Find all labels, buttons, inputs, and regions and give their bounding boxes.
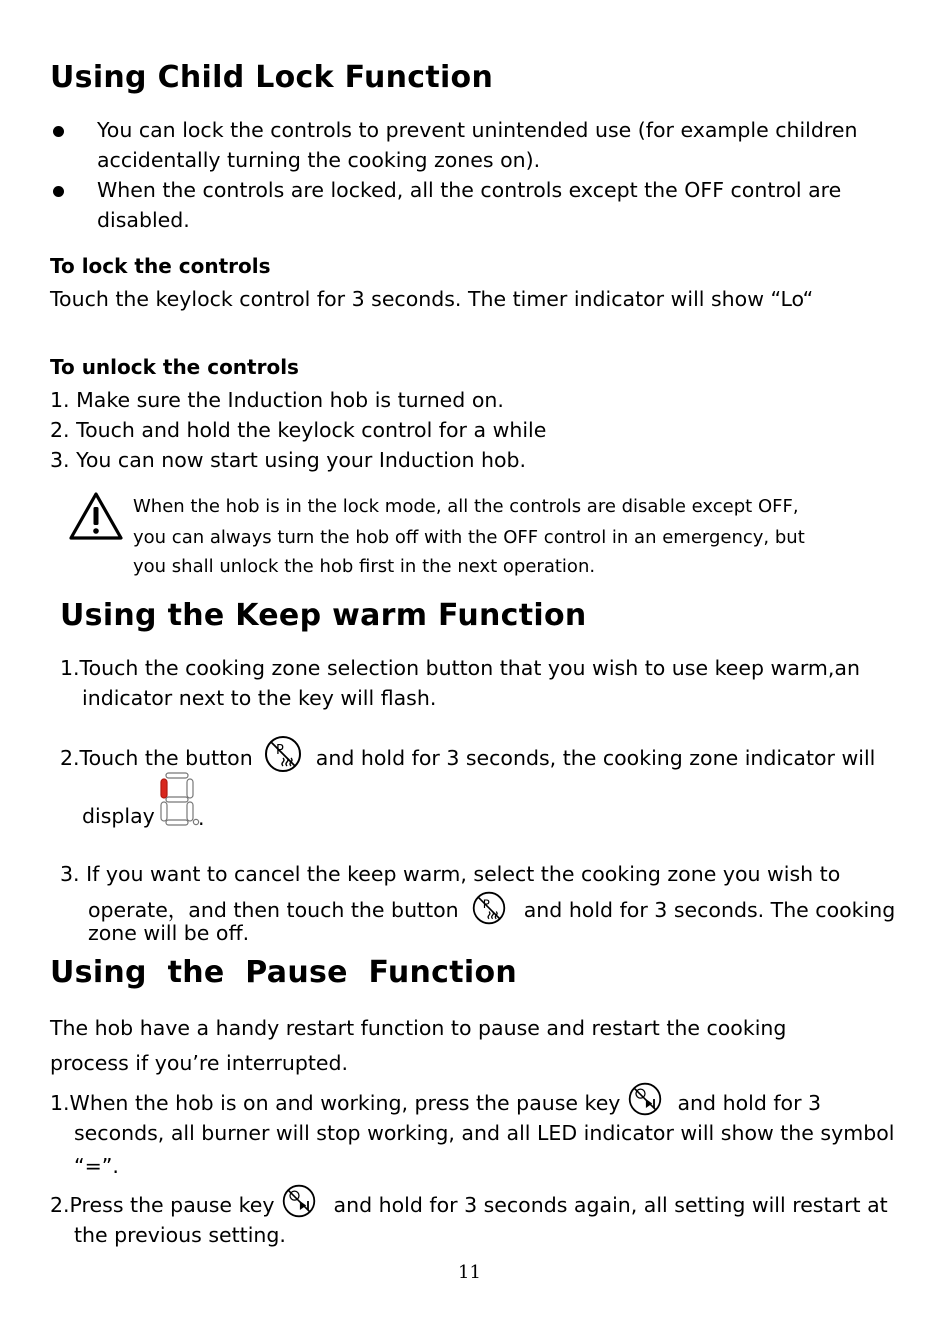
warning-line-2: you can always turn the hob off with the OFF control in an emergency, but	[133, 527, 805, 548]
bullet-icon	[53, 126, 64, 137]
keep-warm-icon-letter: P	[482, 897, 490, 911]
keep-warm-step-1-line-2: indicator next to the key will flash.	[82, 686, 437, 710]
unlock-step-3: 3. You can now start using your Induction hob.	[50, 448, 527, 472]
pause-step-1-after: and hold for 3	[677, 1091, 822, 1115]
bullet-2-line-2: disabled.	[97, 208, 190, 232]
keep-warm-step-3-line-3: zone will be off.	[88, 921, 250, 945]
keep-warm-display-label: display	[82, 804, 155, 828]
unlock-step-2: 2. Touch and hold the keylock control for a while	[50, 418, 547, 442]
pause-intro-line-2: process if you’re interrupted.	[50, 1051, 349, 1075]
pause-step-2-line-2: the previous setting.	[74, 1223, 286, 1247]
warning-triangle-icon	[68, 491, 124, 541]
page-number: 11	[458, 1262, 481, 1283]
pause-step-1-line-2: seconds, all burner will stop working, and all LED indicator will show the symbol	[74, 1121, 895, 1145]
bullet-2-line-1: When the controls are locked, all the controls except the OFF control are	[97, 178, 842, 202]
pause-heading: Using the Pause Function	[50, 955, 518, 990]
pause-intro-line-1: The hob have a handy restart function to pause and restart the cooking	[50, 1016, 787, 1040]
warning-line-3: you shall unlock the hob first in the next operation.	[133, 556, 596, 577]
warning-line-1: When the hob is in the lock mode, all the controls are disable except OFF,	[133, 496, 799, 517]
keep-warm-step-1-line-1: 1.Touch the cooking zone selection button that you wish to use keep warm,an	[60, 656, 860, 680]
bullet-icon	[53, 186, 64, 197]
pause-key-icon	[627, 1081, 663, 1117]
keep-warm-step-3-line-1: 3. If you want to cancel the keep warm, select the cooking zone you wish to	[60, 862, 841, 886]
unlock-subtitle: To unlock the controls	[50, 355, 299, 379]
keep-warm-step-3-before: operate，and then touch the button	[88, 898, 459, 922]
keep-warm-step-3-after: and hold for 3 seconds. The cooking	[523, 898, 896, 922]
keep-warm-display-period: .	[198, 806, 205, 830]
keep-warm-button-icon	[263, 734, 303, 774]
child-lock-heading: Using Child Lock Function	[50, 60, 494, 95]
keep-warm-step-2-after: and hold for 3 seconds, the cooking zone indicator will	[315, 746, 876, 770]
keep-warm-icon-letter: P	[276, 743, 285, 758]
keep-warm-step-2-before: 2.Touch the button	[60, 746, 253, 770]
keep-warm-button-icon	[471, 890, 507, 926]
bullet-1-line-2: accidentally turning the cooking zones on).	[97, 148, 541, 172]
keep-warm-heading: Using the Keep warm Function	[60, 598, 587, 633]
bullet-1-line-1: You can lock the controls to prevent unintended use (for example children	[97, 118, 858, 142]
pause-step-1-line-1	[50, 1091, 821, 1117]
pause-step-2-line-1	[50, 1193, 888, 1219]
unlock-step-1: 1. Make sure the Induction hob is turned on.	[50, 388, 504, 412]
pause-step-1-before: 1.When the hob is on and working, press the pause key	[50, 1091, 621, 1115]
seven-segment-indicator-icon	[157, 770, 201, 828]
pause-step-1-line-3: “=”.	[74, 1154, 119, 1178]
pause-key-icon	[281, 1183, 317, 1219]
pause-step-2-before: 2.Press the pause key	[50, 1193, 275, 1217]
pause-step-2-after: and hold for 3 seconds again, all setting will restart at	[333, 1193, 888, 1217]
lock-subtitle: To lock the controls	[50, 254, 271, 278]
lock-instructions: Touch the keylock control for 3 seconds. The timer indicator will show “Lo“	[50, 287, 814, 311]
